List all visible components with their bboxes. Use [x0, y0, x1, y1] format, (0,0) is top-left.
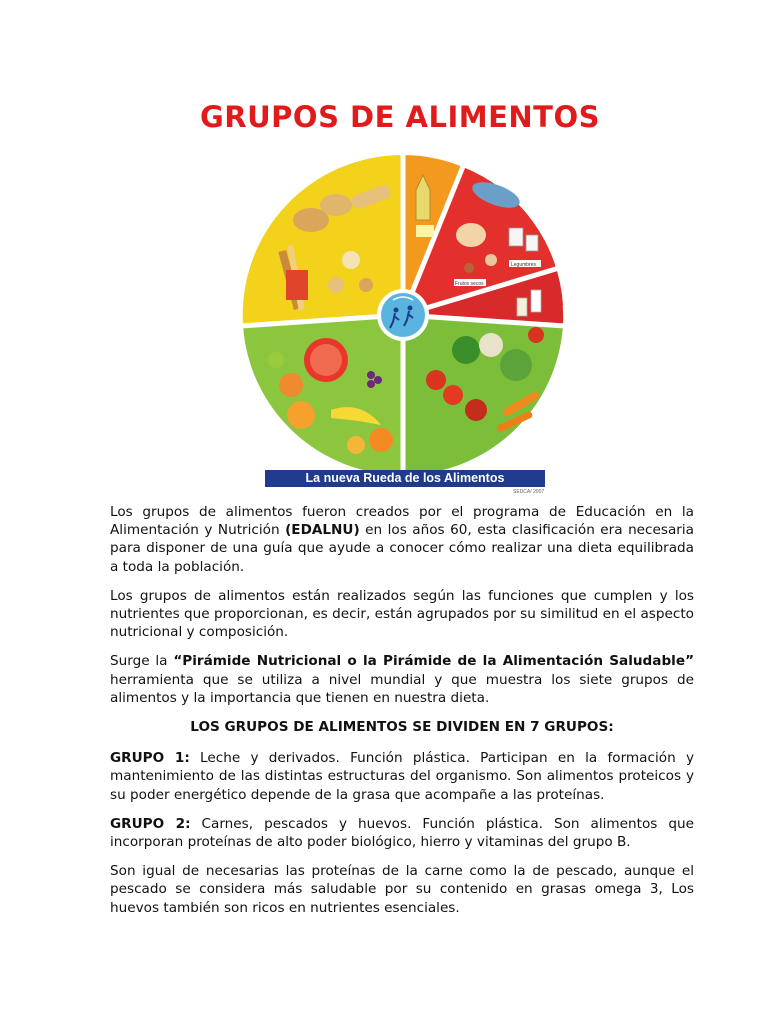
paragraph-text: Surge la — [110, 653, 174, 670]
legumbres-label: Legumbres — [511, 262, 537, 268]
grupo-1-label: GRUPO 1: — [110, 750, 190, 767]
center-circle — [381, 293, 425, 337]
paragraph-grupo-2 — [110, 815, 694, 851]
paragraph-edalnu — [110, 503, 694, 576]
image-credit: SEDCA/ 2007 — [513, 489, 545, 495]
food-wheel-image — [231, 150, 576, 500]
food-wheel-graphic — [231, 150, 576, 480]
page-title: GRUPOS DE ALIMENTOS — [199, 100, 601, 134]
sector-cereals — [243, 155, 403, 325]
wheel-banner: La nueva Rueda de los Alimentos — [265, 470, 545, 487]
piramide-bold: “Pirámide Nutricional o la Pirámide de la Alimentación Saludable” — [173, 653, 694, 670]
paragraph-text: en los años 60, esta clasificación era necesaria para disponer de una guía que ayude a conocer cómo realizar una dieta equilibrada a toda la población. — [110, 522, 694, 575]
grupo-2-text: Carnes, pescados y huevos. Función plástica. Son alimentos que incorporan proteínas de alto poder biológico, hierro y vitaminas del grupo B. — [110, 815, 694, 851]
edalnu-bold: (EDALNU) — [285, 522, 360, 539]
paragraph-text: herramienta que se utiliza a nivel mundial y que muestra los siete grupos de alimentos y la importancia que tienen en nuestra dieta. — [110, 671, 694, 706]
paragraph-funciones: Los grupos de alimentos están realizados según las funciones que cumplen y los nutrientes que proporcionan, es decir, están agrupados por su similitud en el aspecto nutricional y composición. — [110, 587, 694, 641]
paragraph-proteinas: Son igual de necesarias las proteínas de la carne como la de pescado, aunque el pescado se considera más saludable por su contenido en grasas omega 3, Los huevos también son ricos en nutrientes esenciales. — [110, 863, 694, 916]
body-text — [110, 503, 694, 928]
paragraph-piramide — [110, 652, 694, 707]
grupo-2-label: GRUPO 2: — [110, 815, 191, 832]
paragraph-grupo-1 — [110, 749, 694, 804]
paragraph-text: Los grupos de alimentos fueron creados por el programa de Educación en la Alimentación y Nutrición — [110, 504, 694, 539]
frutos-secos-label: Frutos secos — [455, 281, 484, 287]
grupo-1-text: Leche y derivados. Función plástica. Participan en la formación y mantenimiento de las distintas estructuras del organismo. Son alimentos proteicos y su poder energético depende de la grasa que acompañe a las proteínas. — [110, 750, 695, 803]
groups-heading: LOS GRUPOS DE ALIMENTOS SE DIVIDEN EN 7 GRUPOS: — [190, 719, 614, 736]
